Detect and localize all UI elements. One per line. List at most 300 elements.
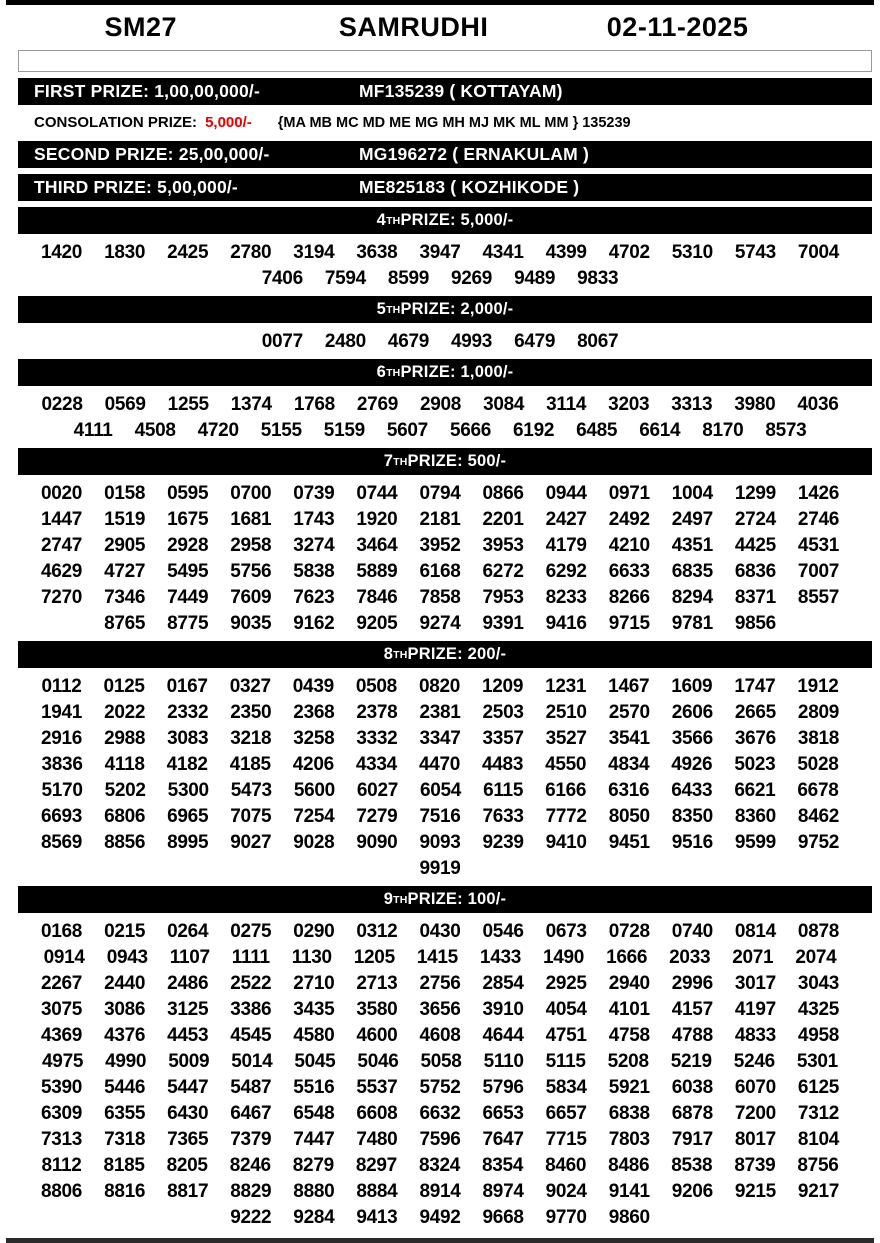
- winning-number: 7075: [230, 806, 272, 827]
- winning-number: 4118: [104, 754, 145, 775]
- top-border-strip: [6, 0, 874, 5]
- winning-number: 2425: [167, 242, 209, 263]
- winning-number: 8371: [734, 587, 776, 608]
- winning-number: 3953: [482, 535, 524, 556]
- winning-number: 8104: [797, 1129, 839, 1150]
- winning-number: 6115: [483, 780, 524, 801]
- winning-number: 5495: [167, 561, 209, 582]
- winning-number: 6965: [167, 806, 209, 827]
- winning-number: 5390: [40, 1077, 83, 1098]
- winning-number: 8486: [608, 1155, 650, 1176]
- winning-number: 0275: [230, 921, 272, 942]
- winning-number: 8829: [230, 1181, 272, 1202]
- winning-number: 7594: [324, 268, 366, 289]
- winning-number: 7623: [293, 587, 335, 608]
- winning-number: 3980: [734, 394, 776, 415]
- winning-number: 5310: [671, 242, 713, 263]
- first-prize-winner: MF135239 ( KOTTAYAM): [359, 81, 563, 101]
- section-prize-amount: PRIZE: 100/-: [407, 890, 507, 908]
- winning-numbers-row: [0, 804, 880, 830]
- winning-number: 3464: [356, 535, 398, 556]
- winning-number: 2908: [419, 394, 462, 415]
- winning-number: 1299: [734, 483, 776, 504]
- winning-number: 4608: [419, 1025, 461, 1046]
- winning-number: 2665: [734, 702, 776, 723]
- winning-number: 2756: [419, 973, 461, 994]
- winning-number: 6027: [356, 780, 398, 801]
- winning-numbers-row: [0, 1075, 880, 1101]
- winning-number: 3347: [419, 728, 461, 749]
- winning-number: 1447: [40, 509, 83, 530]
- winning-numbers-row: [0, 830, 880, 856]
- winning-number: 4341: [482, 242, 524, 263]
- winning-number: 4399: [545, 242, 587, 263]
- winning-number: 4325: [797, 999, 839, 1020]
- winning-number: 1231: [545, 676, 587, 697]
- winning-number: 4453: [167, 1025, 209, 1046]
- winning-number: 8914: [419, 1181, 461, 1202]
- winning-number: 8112: [41, 1155, 82, 1176]
- winning-number: 4157: [671, 999, 713, 1020]
- winning-number: 6192: [513, 420, 555, 441]
- winning-number: 3084: [483, 394, 525, 415]
- winning-number: 0700: [230, 483, 272, 504]
- winning-number: 5159: [323, 420, 365, 441]
- winning-number: 0944: [545, 483, 587, 504]
- section-ordinal: 4: [376, 211, 387, 229]
- winning-number: 1374: [230, 394, 272, 415]
- winning-number: 9451: [608, 832, 650, 853]
- draw-date: 02-11-2025: [606, 12, 749, 42]
- winning-number: 2940: [608, 973, 650, 994]
- winning-number: 0673: [545, 921, 587, 942]
- winning-number: 4369: [40, 1025, 83, 1046]
- winning-number: 2916: [40, 728, 83, 749]
- winning-number: 1920: [356, 509, 398, 530]
- winning-number: 6608: [356, 1103, 398, 1124]
- winning-number: 3435: [293, 999, 335, 1020]
- winning-number: 9028: [293, 832, 335, 853]
- winning-number: 5446: [104, 1077, 146, 1098]
- result-header: [0, 7, 880, 50]
- winning-number: 0112: [41, 676, 82, 697]
- winning-number: 8765: [104, 613, 146, 634]
- winning-number: 6485: [576, 420, 618, 441]
- winning-number: 8756: [797, 1155, 839, 1176]
- winning-number: 4833: [734, 1025, 776, 1046]
- winning-number: 9856: [734, 613, 776, 634]
- winning-number: 9752: [797, 832, 839, 853]
- winning-number: 7480: [356, 1129, 398, 1150]
- winning-number: 4470: [418, 754, 461, 775]
- winning-number: 3114: [546, 394, 587, 415]
- winning-number: 1255: [167, 394, 209, 415]
- winning-number: 5170: [41, 780, 83, 801]
- winning-number: 1467: [608, 676, 650, 697]
- winning-number: 9489: [514, 268, 556, 289]
- winning-number: 2074: [795, 947, 837, 968]
- winning-number: 4751: [545, 1025, 587, 1046]
- winning-number: 9222: [230, 1207, 272, 1228]
- winning-number: 6838: [608, 1103, 650, 1124]
- winning-numbers-row: [0, 240, 880, 266]
- winning-number: 9284: [293, 1207, 335, 1228]
- winning-number: 2350: [230, 702, 272, 723]
- winning-number: 8324: [418, 1155, 461, 1176]
- winning-number: 7200: [734, 1103, 776, 1124]
- winning-number: 3580: [356, 999, 398, 1020]
- winning-number: 5447: [167, 1077, 209, 1098]
- winning-number: 5796: [482, 1077, 524, 1098]
- winning-number: 0327: [229, 676, 271, 697]
- winning-number: 3638: [356, 242, 398, 263]
- winning-number: 4727: [104, 561, 146, 582]
- winning-number: 2996: [671, 973, 713, 994]
- winning-number: 8599: [387, 268, 429, 289]
- winning-number: 5045: [294, 1051, 336, 1072]
- winning-number: 7365: [167, 1129, 209, 1150]
- winning-number: 0814: [734, 921, 776, 942]
- winning-number: 4210: [608, 535, 650, 556]
- winning-number: 0866: [482, 483, 524, 504]
- winning-number: 1675: [167, 509, 209, 530]
- winning-number: 9781: [671, 613, 713, 634]
- winning-number: 5058: [420, 1051, 462, 1072]
- winning-number: 5487: [230, 1077, 272, 1098]
- winning-number: 0439: [292, 676, 334, 697]
- winning-number: 1830: [104, 242, 146, 263]
- winning-number: 3125: [167, 999, 209, 1020]
- winning-number: 2181: [419, 509, 461, 530]
- winning-number: 6054: [419, 780, 462, 801]
- winning-number: 1681: [230, 509, 272, 530]
- winning-number: 1209: [482, 676, 524, 697]
- winning-number: 0728: [608, 921, 650, 942]
- winning-number: 2503: [482, 702, 524, 723]
- winning-number: 5246: [733, 1051, 775, 1072]
- winning-number: 0167: [166, 676, 208, 697]
- winning-number: 3541: [608, 728, 650, 749]
- section-ordinal: 5: [376, 300, 387, 318]
- winning-number: 7406: [261, 268, 303, 289]
- winning-number: 6272: [482, 561, 524, 582]
- winning-number: 8856: [104, 832, 146, 853]
- winning-number: 5607: [386, 420, 428, 441]
- winning-number: 0508: [355, 676, 397, 697]
- winning-number: 5743: [734, 242, 776, 263]
- winning-number: 6292: [545, 561, 587, 582]
- winning-number: 2958: [230, 535, 272, 556]
- winning-number: 2510: [545, 702, 587, 723]
- winning-number: 0546: [482, 921, 524, 942]
- winning-number: 4788: [671, 1025, 713, 1046]
- winning-number: 7312: [797, 1103, 839, 1124]
- winning-number: 4334: [355, 754, 397, 775]
- winning-number: 4508: [134, 420, 176, 441]
- winning-number: 2780: [230, 242, 272, 263]
- bottom-border-strip: [6, 1238, 874, 1243]
- winning-number: 0569: [104, 394, 146, 415]
- winning-number: 8569: [40, 832, 83, 853]
- winning-number: 0971: [608, 483, 650, 504]
- winning-numbers-row: [0, 1101, 880, 1127]
- winning-number: 0740: [671, 921, 713, 942]
- winning-number: 4958: [797, 1025, 839, 1046]
- winning-number: 8297: [355, 1155, 397, 1176]
- winning-number: 2497: [671, 509, 713, 530]
- winning-number: 2746: [797, 509, 839, 530]
- winning-number: 5023: [734, 754, 776, 775]
- winning-number: 7647: [482, 1129, 524, 1150]
- winning-number: 5009: [168, 1051, 210, 1072]
- winning-number: 5219: [670, 1051, 712, 1072]
- winning-number: 6125: [797, 1077, 839, 1098]
- winning-number: 9492: [419, 1207, 461, 1228]
- winning-number: 0228: [41, 394, 83, 415]
- winning-number: 2201: [482, 509, 524, 530]
- winning-number: 8050: [608, 806, 650, 827]
- winning-number: 5752: [419, 1077, 461, 1098]
- winning-number: 2368: [293, 702, 335, 723]
- winning-number: 9239: [482, 832, 524, 853]
- winning-number: 4644: [482, 1025, 524, 1046]
- winning-number: 0744: [356, 483, 398, 504]
- winning-number: 3258: [293, 728, 335, 749]
- winning-number: 0125: [103, 676, 145, 697]
- winning-number: 4531: [797, 535, 839, 556]
- winning-number: 8294: [671, 587, 713, 608]
- winning-number: 7270: [40, 587, 83, 608]
- winning-number: 1415: [416, 947, 458, 968]
- winning-number: 7313: [40, 1129, 83, 1150]
- winning-number: 4351: [671, 535, 713, 556]
- winning-number: 7007: [797, 561, 839, 582]
- winning-number: 6355: [104, 1103, 146, 1124]
- winning-number: 0820: [418, 676, 461, 697]
- winning-number: 7447: [293, 1129, 335, 1150]
- winning-number: 9410: [545, 832, 587, 853]
- winning-number: 5014: [231, 1051, 273, 1072]
- winning-number: 2332: [167, 702, 209, 723]
- section-gap: [0, 1231, 880, 1235]
- winning-number: 1941: [40, 702, 83, 723]
- winning-number: 1490: [543, 947, 585, 968]
- section-prize-amount: PRIZE: 2,000/-: [400, 300, 514, 318]
- winning-number: 4580: [293, 1025, 335, 1046]
- winning-number: 6633: [608, 561, 650, 582]
- winning-number: 2710: [293, 973, 335, 994]
- winning-number: 8233: [545, 587, 587, 608]
- winning-number: 3527: [545, 728, 587, 749]
- winning-number: 9715: [608, 613, 650, 634]
- winning-number: 9206: [671, 1181, 713, 1202]
- winning-number: 6835: [671, 561, 713, 582]
- winning-number: 3203: [608, 394, 650, 415]
- winning-numbers-row: [0, 1179, 880, 1205]
- winning-number: 7516: [419, 806, 461, 827]
- draw-code: SM27: [104, 12, 178, 42]
- winning-number: 8557: [797, 587, 839, 608]
- winning-number: 4197: [734, 999, 776, 1020]
- winning-number: 9919: [419, 858, 461, 879]
- winning-number: 7596: [419, 1129, 461, 1150]
- consolation-label: CONSOLATION PRIZE:: [34, 114, 198, 131]
- winning-number: 8462: [797, 806, 839, 827]
- winning-numbers-row: [0, 1127, 880, 1153]
- winning-number: 5834: [545, 1077, 587, 1098]
- winning-number: 5115: [545, 1051, 586, 1072]
- winning-numbers-row: [0, 418, 880, 444]
- winning-number: 7004: [797, 242, 839, 263]
- winning-number: 5516: [293, 1077, 335, 1098]
- winning-number: 0739: [293, 483, 335, 504]
- winning-number: 9391: [482, 613, 524, 634]
- winning-number: 3083: [167, 728, 209, 749]
- consolation-series: {MA MB MC MD ME MG MH MJ MK ML MM } 135239: [277, 115, 631, 131]
- first-prize-label: FIRST PRIZE: 1,00,00,000/-: [34, 81, 260, 101]
- winning-numbers-row: [0, 392, 880, 418]
- winning-number: 8350: [671, 806, 713, 827]
- winning-number: 7772: [545, 806, 587, 827]
- winning-number: 8170: [702, 420, 744, 441]
- winning-number: 6479: [514, 331, 556, 352]
- winning-number: 9093: [419, 832, 461, 853]
- winning-numbers-row: [0, 778, 880, 804]
- winning-number: 7846: [356, 587, 398, 608]
- winning-number: 7953: [482, 587, 524, 608]
- winning-number: 1747: [734, 676, 776, 697]
- winning-numbers-row: [0, 533, 880, 559]
- winning-number: 7715: [545, 1129, 587, 1150]
- winning-number: 5301: [796, 1051, 838, 1072]
- winning-number: 0168: [40, 921, 83, 942]
- winning-numbers-row: [0, 1023, 880, 1049]
- winning-number: 6653: [482, 1103, 524, 1124]
- winning-number: 6614: [639, 420, 681, 441]
- winning-number: 7803: [608, 1129, 650, 1150]
- winning-number: 4679: [387, 331, 429, 352]
- winning-number: 3952: [419, 535, 461, 556]
- winning-number: 5155: [260, 420, 302, 441]
- winning-number: 9274: [419, 613, 461, 634]
- winning-number: 8246: [229, 1155, 271, 1176]
- winning-number: 3676: [734, 728, 776, 749]
- winning-number: 0290: [293, 921, 335, 942]
- winning-number: 0158: [104, 483, 146, 504]
- winning-numbers-row: [0, 674, 880, 700]
- winning-number: 4993: [451, 331, 493, 352]
- winning-number: 6467: [230, 1103, 272, 1124]
- winning-number: 3075: [40, 999, 83, 1020]
- winning-numbers-row: [0, 726, 880, 752]
- winning-number: 4483: [482, 754, 524, 775]
- winning-number: 8185: [103, 1155, 145, 1176]
- winning-number: 2854: [482, 973, 524, 994]
- winning-number: 0020: [40, 483, 83, 504]
- winning-number: 1420: [40, 242, 83, 263]
- winning-number: 4185: [229, 754, 271, 775]
- winning-number: 3566: [671, 728, 713, 749]
- winning-number: 1743: [293, 509, 335, 530]
- winning-number: 8974: [482, 1181, 524, 1202]
- winning-number: 9770: [545, 1207, 587, 1228]
- winning-numbers-row: [0, 856, 880, 882]
- winning-number: 3313: [671, 394, 713, 415]
- winning-number: 3043: [797, 973, 839, 994]
- winning-number: 1205: [353, 947, 395, 968]
- winning-number: 8279: [292, 1155, 334, 1176]
- winning-number: 5473: [230, 780, 272, 801]
- consolation-prize-row: [18, 111, 872, 135]
- winning-number: 2492: [608, 509, 650, 530]
- winning-number: 9215: [734, 1181, 776, 1202]
- winning-number: 4550: [545, 754, 587, 775]
- winning-number: 6168: [419, 561, 461, 582]
- section-ordinal: 9: [383, 890, 394, 908]
- winning-number: 5537: [356, 1077, 398, 1098]
- first-prize-bar: [18, 78, 872, 105]
- winning-number: 3332: [356, 728, 398, 749]
- winning-number: 1609: [671, 676, 713, 697]
- winning-numbers-row: [0, 611, 880, 637]
- winning-number: 4702: [608, 242, 650, 263]
- winning-number: 0430: [419, 921, 461, 942]
- winning-number: 3357: [482, 728, 524, 749]
- winning-number: 8354: [482, 1155, 524, 1176]
- winning-number: 9860: [608, 1207, 650, 1228]
- winning-number: 6806: [104, 806, 146, 827]
- section-prize-amount: PRIZE: 200/-: [407, 645, 507, 663]
- winning-number: 2570: [608, 702, 650, 723]
- winning-number: 6632: [419, 1103, 461, 1124]
- winning-number: 1426: [797, 483, 839, 504]
- winning-number: 6657: [545, 1103, 587, 1124]
- winning-number: 9668: [482, 1207, 524, 1228]
- prize-section-header-4th: 4 TH PRIZE: 5,000/-: [18, 207, 872, 234]
- winning-number: 2925: [545, 973, 587, 994]
- winning-number: 4720: [197, 420, 239, 441]
- winning-number: 4990: [105, 1051, 147, 1072]
- section-prize-amount: PRIZE: 5,000/-: [400, 211, 514, 229]
- winning-number: 5028: [797, 754, 839, 775]
- winning-number: 7346: [104, 587, 146, 608]
- section-prize-amount: PRIZE: 1,000/-: [400, 363, 514, 381]
- winning-numbers-row: [0, 971, 880, 997]
- winning-number: 5202: [104, 780, 146, 801]
- winning-number: 5046: [357, 1051, 399, 1072]
- winning-number: 2480: [324, 331, 366, 352]
- winning-number: 9516: [671, 832, 713, 853]
- winning-number: 3218: [230, 728, 272, 749]
- winning-number: 9024: [545, 1181, 587, 1202]
- winning-number: 8266: [608, 587, 650, 608]
- winning-numbers-row: [0, 1049, 880, 1075]
- winning-number: 0264: [167, 921, 209, 942]
- winning-number: 9217: [797, 1181, 839, 1202]
- winning-number: 6621: [734, 780, 776, 801]
- winning-number: 4111: [73, 420, 113, 441]
- winning-number: 0878: [797, 921, 839, 942]
- winning-numbers-row: [0, 266, 880, 292]
- winning-number: 3947: [419, 242, 461, 263]
- winning-number: 3656: [419, 999, 461, 1020]
- winning-number: 2440: [104, 973, 146, 994]
- winning-number: 5921: [608, 1077, 650, 1098]
- winning-number: 0943: [106, 947, 148, 968]
- prize-section-header-8th: 8 TH PRIZE: 200/-: [18, 641, 872, 668]
- section-ordinal: 7: [383, 452, 394, 470]
- winning-number: 4036: [797, 394, 839, 415]
